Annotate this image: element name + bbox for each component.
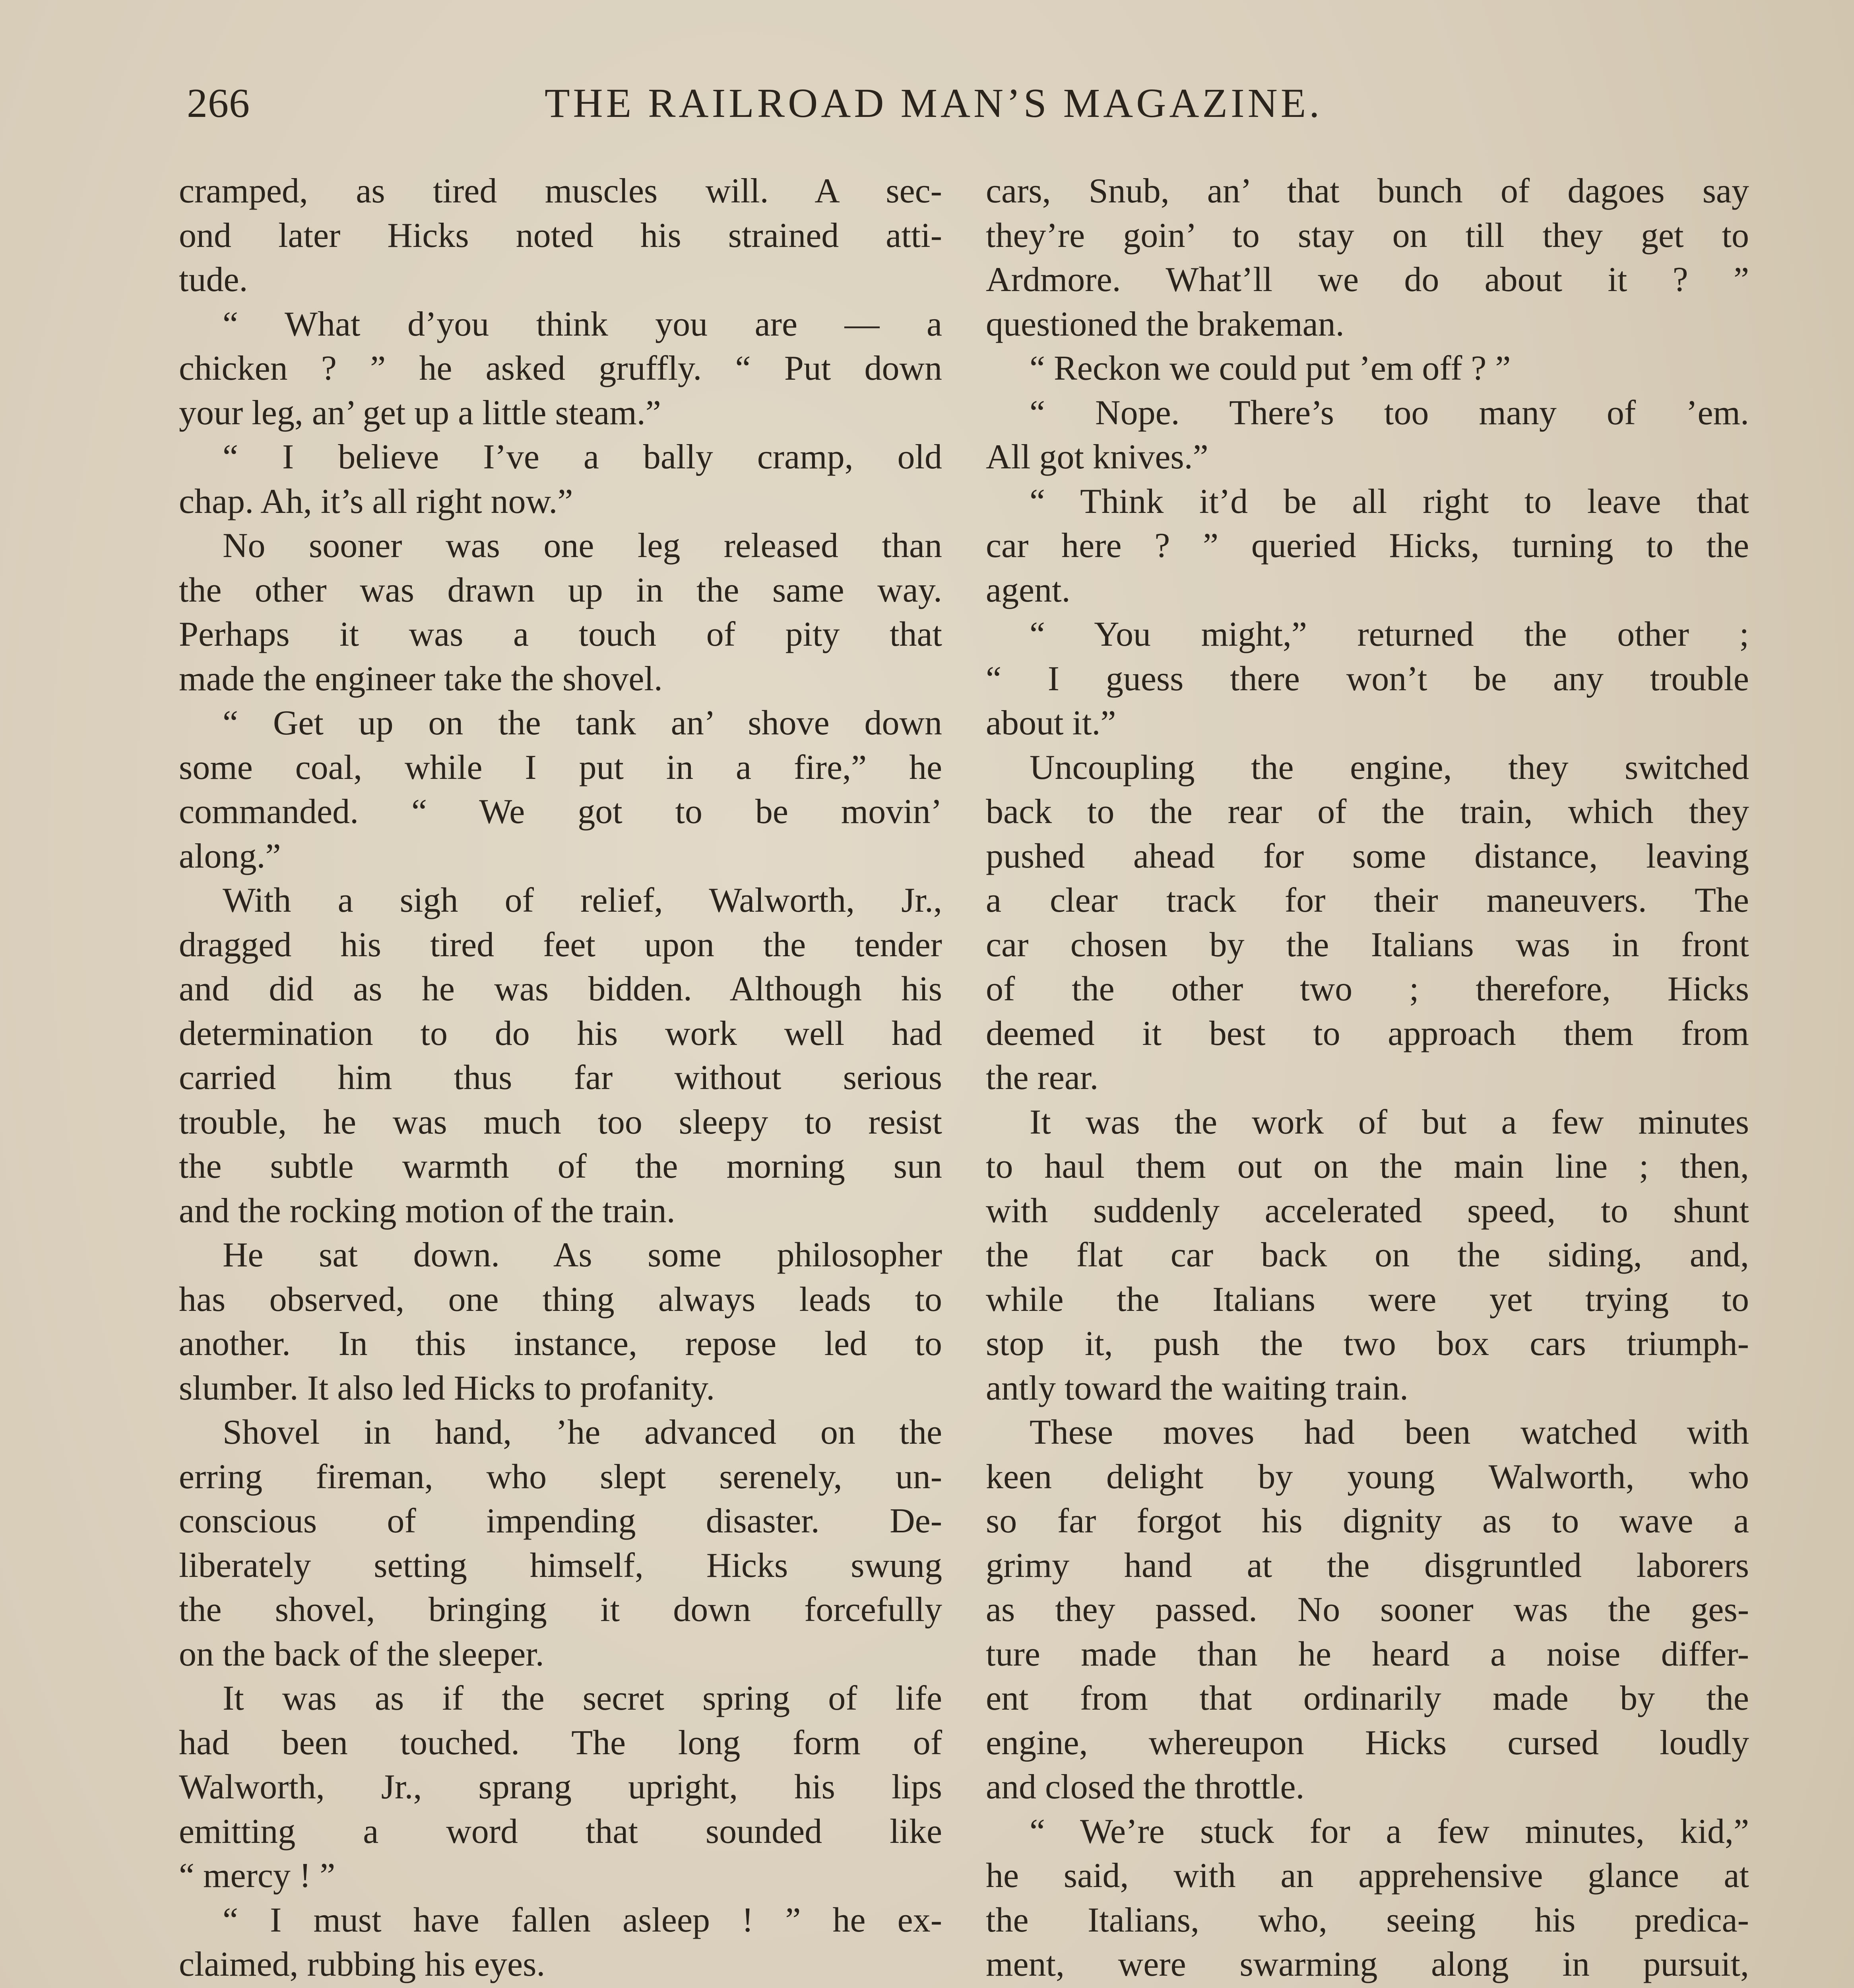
text-line: your leg, an’ get up a little steam.” (179, 393, 661, 432)
magazine-title: THE RAILROAD MAN’S MAGAZINE. (545, 80, 1323, 126)
text-line: Uncoupling the engine, they switched (1030, 748, 1749, 787)
text-line: Shovel in hand, ’he advanced on the (223, 1413, 942, 1452)
text-line: and the rocking motion of the train. (179, 1191, 675, 1230)
text-line (986, 1987, 1749, 1988)
text-line: a clear track for their maneuvers. The (986, 881, 1749, 920)
text-line: ment, were swarming along in pursuit, (986, 1945, 1749, 1984)
text-line: had been touched. The long form of (179, 1723, 942, 1762)
text-line: grimy hand at the disgruntled laborers (986, 1546, 1749, 1585)
text-line: “ mercy ! ” (179, 1856, 336, 1895)
text-line: trouble, he was much too sleepy to resist (179, 1103, 942, 1142)
text-line: emitting a word that sounded like (179, 1812, 942, 1851)
text-line: has observed, one thing always leads to (179, 1280, 942, 1319)
text-line: “ Get up on the tank an’ shove down (223, 704, 942, 742)
text-line: the subtle warmth of the morning sun (179, 1147, 942, 1186)
text-line: determination to do his work well had (179, 1014, 942, 1053)
text-line: “ I must have fallen asleep ! ” he ex- (223, 1901, 942, 1939)
text-line: cramped, as tired muscles will. A sec- (179, 172, 942, 210)
text-line: about it.” (986, 704, 1116, 742)
text-line: chap. Ah, it’s all right now.” (179, 482, 573, 521)
text-line: of the other two ; therefore, Hicks (986, 970, 1749, 1008)
text-line: ture made than he heard a noise differ- (986, 1635, 1749, 1673)
text-line: “ Nope. There’s too many of ’em. (1030, 393, 1749, 432)
text-line: antly toward the waiting train. (986, 1369, 1409, 1408)
left-text-column (179, 169, 942, 1988)
text-line: car chosen by the Italians was in front (986, 925, 1749, 964)
text-line: another. In this instance, repose led to (179, 1324, 942, 1363)
text-line: “ Reckon we could put ’em off ? ” (1030, 349, 1511, 388)
text-line: while the Italians were yet trying to (986, 1280, 1749, 1319)
text-line: some coal, while I put in a fire,” he (179, 748, 942, 787)
text-line: With a sigh of relief, Walworth, Jr., (223, 881, 942, 920)
text-line: dragged his tired feet upon the tender (179, 925, 942, 964)
text-line: ent from that ordinarily made by the (986, 1679, 1749, 1718)
text-line: erring fireman, who slept serenely, un- (179, 1457, 942, 1496)
text-line: he said, with an apprehensive glance at (986, 1856, 1749, 1895)
text-line: and closed the throttle. (986, 1768, 1305, 1806)
text-line: questioned the brakeman. (986, 305, 1344, 344)
text-line: No sooner was one leg released than (223, 526, 942, 565)
text-line: so far forgot his dignity as to wave a (986, 1502, 1749, 1540)
text-line: cars, Snub, an’ that bunch of dagoes say (986, 172, 1749, 210)
text-line: Perhaps it was a touch of pity that (179, 615, 942, 654)
text-line: All got knives.” (986, 438, 1208, 476)
text-line: It was as if the secret spring of life (223, 1679, 942, 1718)
text-line: slumber. It also led Hicks to profanity. (179, 1369, 715, 1408)
text-line: liberately setting himself, Hicks swung (179, 1546, 942, 1585)
text-line: carried him thus far without serious (179, 1058, 942, 1097)
right-text-column (986, 169, 1749, 1988)
text-line: He sat down. As some philosopher (223, 1236, 942, 1274)
text-line: conscious of impending disaster. De- (179, 1502, 942, 1540)
page-number: 266 (187, 80, 250, 126)
text-line: “ You might,” returned the other ; (1030, 615, 1749, 654)
text-line: keen delight by young Walworth, who (986, 1457, 1749, 1496)
text-line: engine, whereupon Hicks cursed loudly (986, 1723, 1749, 1762)
text-line: along.” (179, 837, 281, 876)
text-line: “ What d’you think you are — a (223, 305, 942, 344)
text-line: Ardmore. What’ll we do about it ? ” (986, 260, 1749, 299)
text-line: “ We’re stuck for a few minutes, kid,” (1030, 1812, 1749, 1851)
text-line: deemed it best to approach them from (986, 1014, 1749, 1053)
text-line: agent. (986, 571, 1071, 610)
text-line (179, 1987, 942, 1988)
text-line: the rear. (986, 1058, 1099, 1097)
text-line: made the engineer take the shovel. (179, 659, 663, 698)
text-line: chicken ? ” he asked gruffly. “ Put down (179, 349, 942, 388)
text-line: ond later Hicks noted his strained atti- (179, 216, 942, 255)
text-line: commanded. “ We got to be movin’ (179, 792, 942, 831)
text-line: they’re goin’ to stay on till they get to (986, 216, 1749, 255)
running-header (187, 60, 1443, 127)
text-line: the shovel, bringing it down forcefully (179, 1590, 942, 1629)
text-line: on the back of the sleeper. (179, 1635, 544, 1673)
text-line: car here ? ” queried Hicks, turning to the (986, 526, 1749, 565)
text-line: These moves had been watched with (1030, 1413, 1749, 1452)
text-line: “ I guess there won’t be any trouble (986, 659, 1749, 698)
text-line: with suddenly accelerated speed, to shunt (986, 1191, 1749, 1230)
text-line: the Italians, who, seeing his predica- (986, 1901, 1749, 1939)
text-line: the other was drawn up in the same way. (179, 571, 942, 610)
text-line: stop it, push the two box cars triumph- (986, 1324, 1749, 1363)
text-line: It was the work of but a few minutes (1030, 1103, 1749, 1142)
text-line: as they passed. No sooner was the ges- (986, 1590, 1749, 1629)
text-line: to haul them out on the main line ; then, (986, 1147, 1749, 1186)
text-line: claimed, rubbing his eyes. (179, 1945, 545, 1984)
text-line: “ I believe I’ve a bally cramp, old (223, 438, 942, 476)
text-line: back to the rear of the train, which they (986, 792, 1749, 831)
text-line: the flat car back on the siding, and, (986, 1236, 1749, 1274)
text-line: and did as he was bidden. Although his (179, 970, 942, 1008)
text-line: “ Think it’d be all right to leave that (1030, 482, 1749, 521)
text-line: pushed ahead for some distance, leaving (986, 837, 1749, 876)
text-line: Walworth, Jr., sprang upright, his lips (179, 1768, 942, 1806)
text-line: tude. (179, 260, 248, 299)
